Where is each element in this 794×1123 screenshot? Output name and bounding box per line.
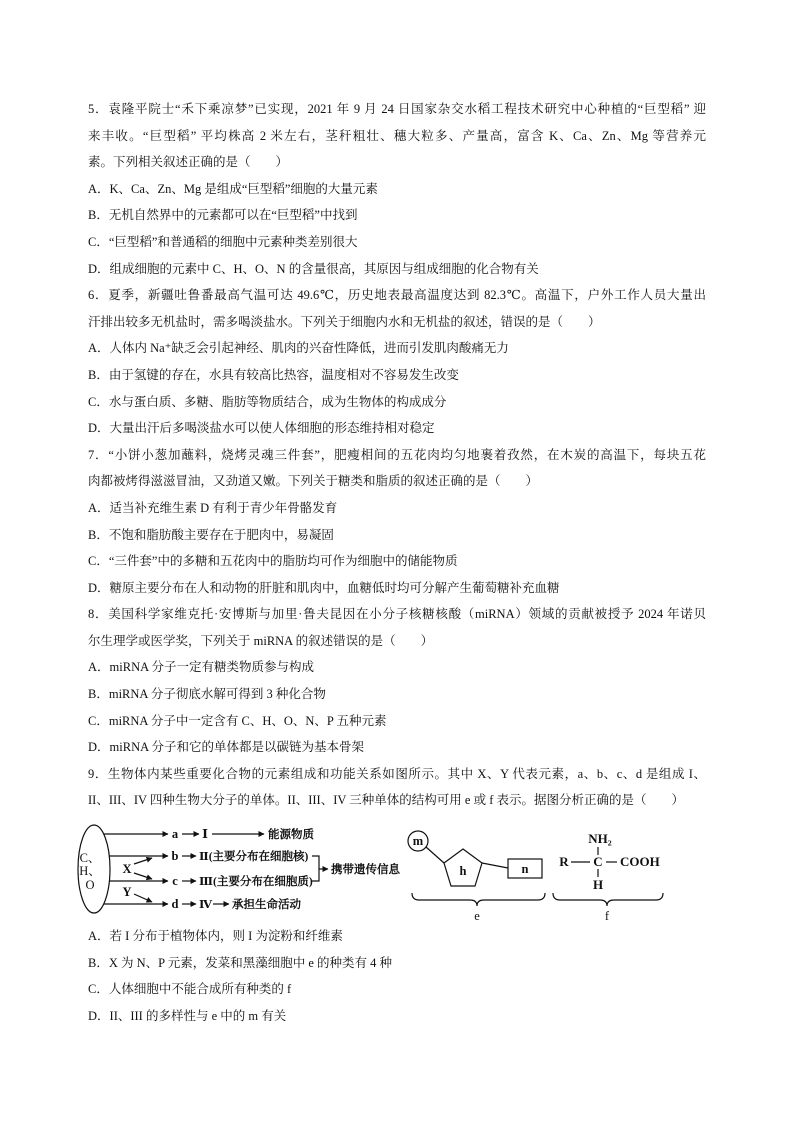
question-list (79, 96, 706, 1029)
question-number: 7． (88, 447, 109, 462)
question-stem-text: 生物体内某些重要化合物的元素组成和功能关系如图所示。其中 X、Y 代表元素，a、b、c、d 是组成 I、 (107, 766, 706, 781)
option-a (88, 176, 706, 203)
question-stem-line (88, 468, 706, 495)
genetic-info-label: 携带遗传信息 (331, 864, 400, 877)
question-stem-line (88, 787, 706, 814)
option-a (88, 335, 706, 362)
question-7 (88, 442, 706, 602)
option-d (88, 1003, 706, 1030)
monomer-d-label: d (171, 897, 179, 912)
question-number: 6． (88, 288, 109, 303)
element-c-label: C、 (79, 851, 101, 866)
option-text: 水与蛋白质、多糖、脂肪等物质结合，成为生物体的构成成分 (108, 394, 447, 409)
question-8 (88, 601, 706, 761)
option-letter: D． (88, 1008, 110, 1023)
option-b (88, 522, 706, 549)
option-letter: A． (88, 929, 110, 944)
option-letter: D． (88, 261, 110, 276)
option-letter: B． (88, 527, 109, 542)
option-d (88, 415, 706, 442)
option-letter: B． (88, 687, 109, 702)
option-text: II、III 的多样性与 e 中的 m 有关 (109, 1008, 287, 1023)
arrow-x-to-c (134, 873, 152, 879)
base-label: n (521, 862, 529, 877)
option-c (88, 389, 706, 416)
compound-relationship-figure (79, 814, 706, 924)
option-a (88, 654, 706, 681)
option-text: 人体内 Na⁺缺乏会引起神经、肌肉的兴奋性降低，进而引发肌肉酸痛无力 (109, 341, 509, 356)
option-letter: A． (88, 181, 110, 196)
element-x-label: X (122, 862, 132, 877)
macromolecule-iii-label: Ⅲ(主要分布在细胞质) (199, 876, 313, 889)
amino-group-label: NH₂ (588, 831, 612, 847)
element-o-label: O (85, 878, 95, 893)
question-stem-text: 尔生理学或医学奖，下列关于 miRNA 的叙述错误的是（ ） (88, 633, 434, 648)
amino-acid-brace (553, 893, 663, 906)
phosphate-label: m (412, 834, 424, 849)
figure-svg (0, 814, 794, 923)
amino-acid-label: f (604, 909, 610, 924)
r-group-label: R (559, 854, 569, 870)
option-letter: D． (88, 740, 110, 755)
macromolecule-ii-label: Ⅱ(主要分布在细胞核) (199, 851, 309, 864)
option-text: 组成细胞的元素中 C、H、O、N 的含量很高，其原因与组成细胞的化合物有关 (109, 261, 539, 276)
option-text: 糖原主要分布在人和动物的肝脏和肌肉中，血糖低时均可分解产生葡萄糖补充血糖 (109, 580, 560, 595)
option-text: 不饱和脂肪酸主要存在于肥肉中，易凝固 (108, 527, 334, 542)
option-text: miRNA 分子彻底水解可得到 3 种化合物 (108, 687, 326, 702)
question-number: 9． (88, 766, 108, 781)
question-number: 5． (88, 102, 109, 116)
sugar-base-bond (482, 863, 508, 868)
macromolecule-i-label: Ⅰ (202, 827, 208, 842)
question-stem-line (88, 149, 706, 176)
option-a (88, 923, 706, 950)
question-stem-text: 汗排出较多无机盐时，需多喝淡盐水。下列关于细胞内水和无机盐的叙述，错误的是（ ） (88, 314, 601, 329)
option-text: 适当补充维生素 D 有利于青少年骨骼发育 (109, 500, 338, 515)
pentose-label: h (459, 864, 467, 879)
option-a (88, 495, 706, 522)
question-stem-line (88, 96, 706, 123)
life-activity-label: 承担生命活动 (232, 899, 301, 912)
alpha-carbon-label: C (593, 854, 603, 870)
question-stem-line (88, 123, 706, 150)
option-text: 大量出汗后多喝淡盐水可以使人体细胞的形态维持相对稳定 (109, 421, 435, 436)
option-letter: B． (88, 208, 109, 223)
arrow-x-to-b (134, 858, 152, 864)
option-letter: B． (88, 367, 109, 382)
option-c (88, 548, 706, 575)
option-text: 由于氢键的存在，水具有较高比热容，温度相对不容易发生改变 (108, 367, 459, 382)
option-text: miRNA 分子中一定含有 C、H、O、N、P 五种元素 (108, 713, 387, 728)
option-c (88, 708, 706, 735)
hydrogen-label: H (592, 877, 604, 893)
monomer-c-label: c (172, 874, 178, 889)
option-text: 人体细胞中不能合成所有种类的 f (108, 982, 292, 997)
energy-substance-label: 能源物质 (268, 829, 314, 842)
option-letter: C． (88, 234, 109, 249)
option-letter: D． (88, 580, 110, 595)
question-stem-line (88, 282, 706, 309)
option-letter: D． (88, 421, 110, 436)
question-stem-text: 夏季，新疆吐鲁番最高气温可达 49.6℃，历史地表最高温度达到 82.3℃。高温下，户外工作人员大量出 (108, 288, 706, 303)
option-letter: A． (88, 660, 110, 675)
question-stem-text: II、III、IV 四种生物大分子的单体。II、III、IV 三种单体的结构可用 e 或 f 表示。据图分析正确的是（ ） (88, 793, 685, 808)
option-d (88, 734, 706, 761)
question-stem-line (88, 628, 706, 655)
phosphate-sugar-bond (426, 847, 444, 863)
option-letter: C． (88, 982, 109, 997)
question-stem-text: 袁隆平院士“禾下乘凉梦”已实现，2021 年 9 月 24 日国家杂交水稻工程技术研究中心种植的“巨型稻” 迎 (108, 102, 706, 116)
option-letter: B． (88, 955, 109, 970)
element-h-label: H、 (79, 864, 101, 879)
option-c (88, 229, 706, 256)
nucleotide-brace (412, 893, 545, 906)
option-letter: A． (88, 341, 110, 356)
option-text: “巨型稻”和普通稻的细胞中元素种类差别很大 (108, 234, 358, 249)
question-number: 8． (88, 607, 109, 622)
option-c (88, 976, 706, 1003)
element-y-label: Y (122, 885, 132, 900)
carboxyl-group-label: COOH (620, 854, 660, 870)
option-text: miRNA 分子一定有糖类物质参与构成 (109, 660, 315, 675)
question-stem-text: 来丰收。“巨型稻” 平均株高 2 米左右，茎秆粗壮、穗大粒多、产量高，富含 K、Ca、Zn、Mg 等营养元 (88, 128, 706, 143)
nucleotide-label: e (474, 909, 480, 924)
question-stem-text: 肉都被烤得滋滋冒油，又劲道又嫩。下列关于糖类和脂质的叙述正确的是（ ） (88, 474, 539, 489)
option-b (88, 950, 706, 977)
option-text: X 为 N、P 元素，发菜和黑藻细胞中 e 的种类有 4 种 (108, 955, 393, 970)
option-b (88, 681, 706, 708)
option-d (88, 575, 706, 602)
question-stem-text: 素。下列相关叙述正确的是（ ） (88, 155, 289, 170)
question-stem-line (88, 442, 706, 469)
question-stem-line (88, 309, 706, 336)
option-b (88, 362, 706, 389)
option-text: miRNA 分子和它的单体都是以碳链为基本骨架 (109, 740, 365, 755)
question-stem-text: 美国科学家维克托·安博斯与加里·鲁夫昆因在小分子核糖核酸（miRNA）领域的贡献被授予 2024 年诺贝 (108, 607, 706, 622)
arrow-y-to-d (134, 894, 152, 902)
option-letter: C． (88, 554, 109, 569)
monomer-b-label: b (171, 849, 179, 864)
option-text: 无机自然界中的元素都可以在“巨型稻”中找到 (108, 208, 358, 223)
monomer-a-label: a (171, 827, 179, 842)
macromolecule-iv-label: Ⅳ (199, 899, 213, 912)
question-9 (79, 761, 706, 1030)
option-letter: C． (88, 394, 109, 409)
option-b (88, 202, 706, 229)
ii-iii-bracket (312, 856, 319, 881)
option-letter: C． (88, 713, 109, 728)
question-stem-line (88, 761, 706, 788)
option-d (88, 256, 706, 283)
question-stem-text: “小饼小葱加蘸料，烧烤灵魂三件套”，肥瘦相间的五花肉均匀地裹着孜然，在木炭的高温下，每块五花 (108, 447, 706, 462)
option-text: 若 I 分布于植物体内，则 I 为淀粉和纤维素 (109, 929, 343, 944)
option-text: K、Ca、Zn、Mg 是组成“巨型稻”细胞的大量元素 (109, 181, 378, 196)
question-6 (88, 282, 706, 442)
question-stem-line (88, 601, 706, 628)
question-5 (88, 96, 706, 282)
option-letter: A． (88, 500, 110, 515)
option-text: “三件套”中的多糖和五花肉中的脂肪均可作为细胞中的储能物质 (108, 554, 458, 569)
